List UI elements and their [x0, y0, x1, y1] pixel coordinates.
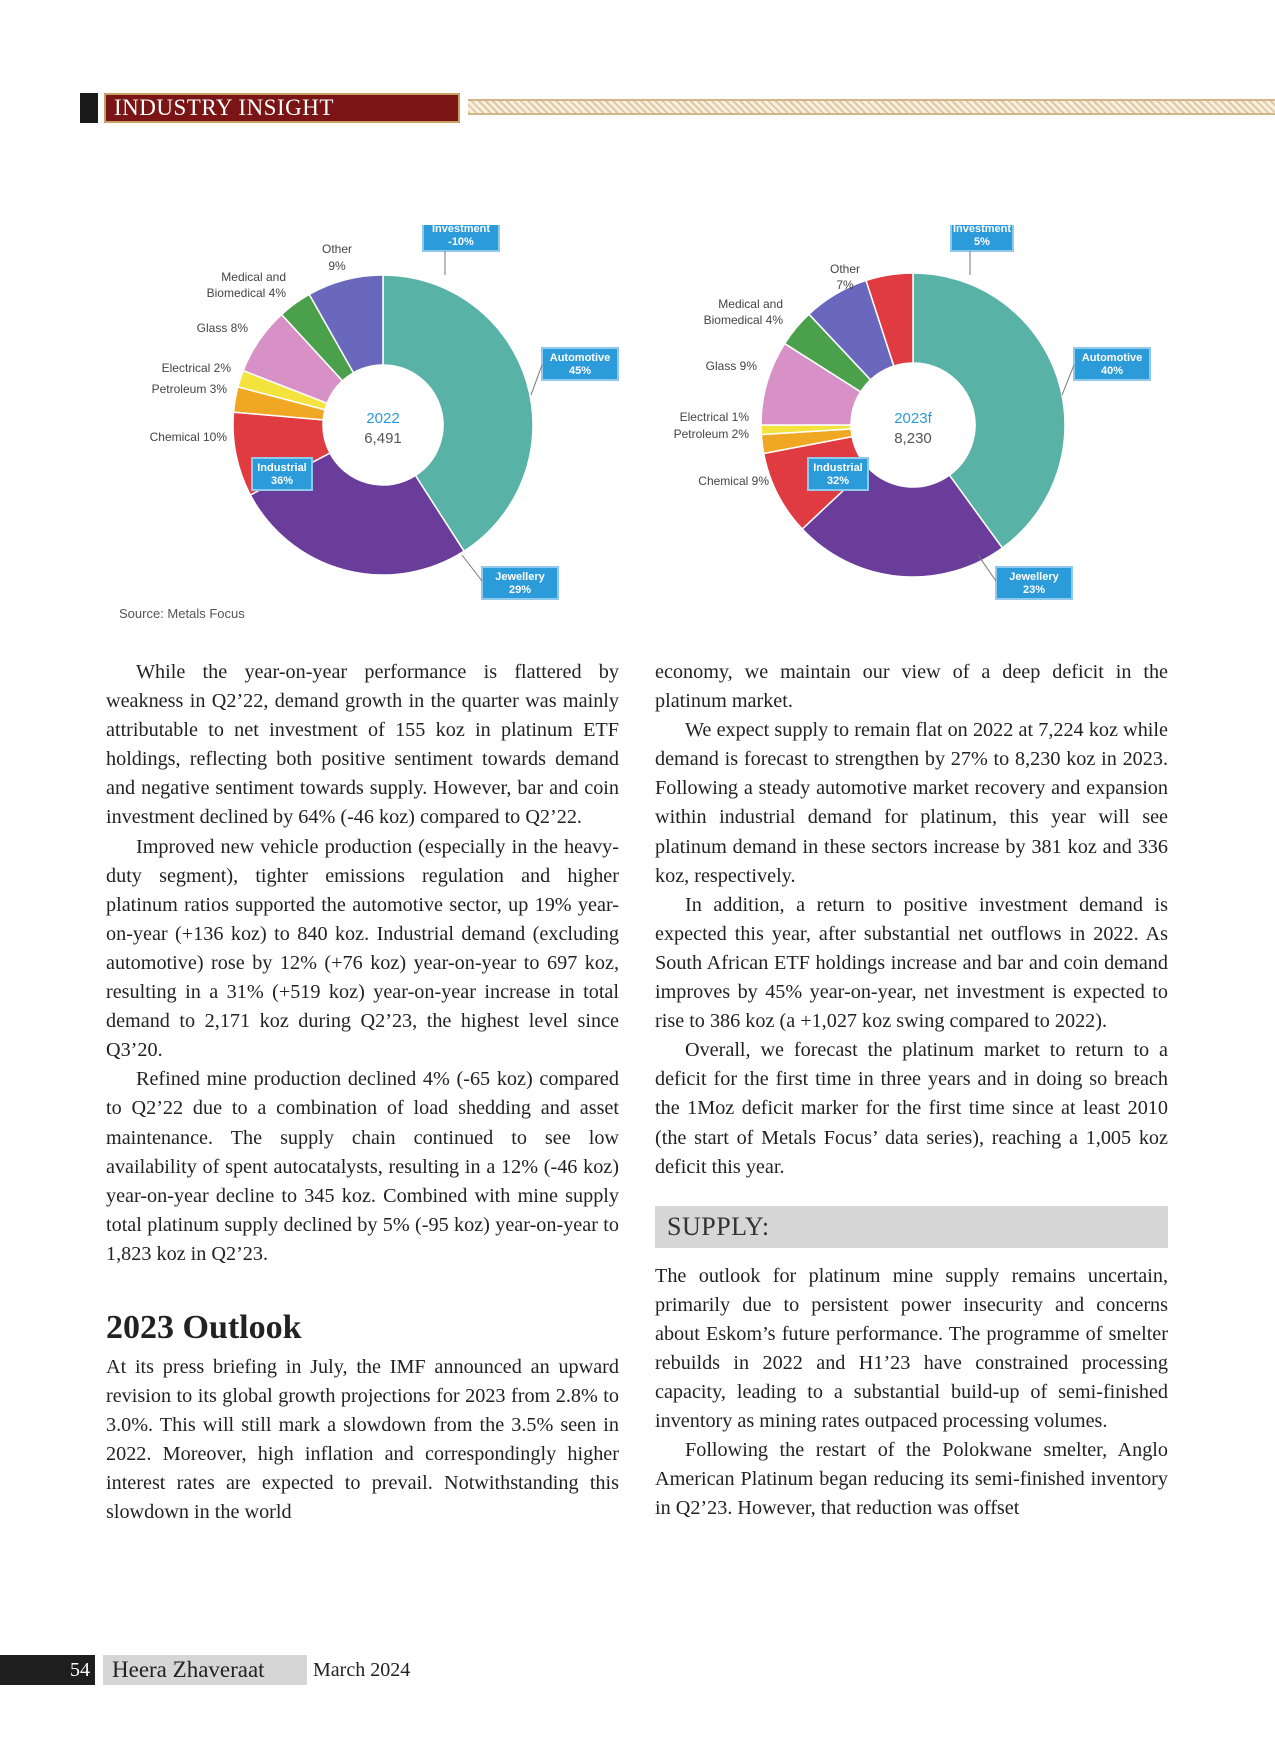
left-column	[106, 658, 619, 1528]
issue-date: March 2024	[313, 1659, 411, 1681]
center-total: 8,230	[894, 430, 932, 447]
center-year: 2023f	[894, 410, 932, 427]
page-footer	[0, 1655, 600, 1685]
medical-label: Medical and	[718, 297, 783, 311]
magazine-name: Heera Zhaveraat	[103, 1655, 307, 1685]
outlook-heading: 2023 Outlook	[106, 1308, 302, 1346]
leader-line	[531, 365, 542, 395]
automotive-value: 45%	[568, 365, 592, 377]
right-column	[655, 658, 1168, 1524]
section-header	[80, 93, 1275, 123]
automotive-label: Automotive	[549, 352, 611, 364]
investment-value: 5%	[974, 236, 990, 248]
paragraph: At its press briefing in July, the IMF announced an upward revision to its global growth projections for 2023 from 2.8% to 3.0%. This will still mark a slowdown from the 3.5% seen in 2022. Moreover, high inflation and correspondingly higher interest rates are expected to prevail. Notwithstanding this slowdown in the world	[106, 1355, 619, 1524]
electrical-label: Electrical 2%	[161, 361, 231, 375]
paragraph: Following the restart of the Polokwane smelter, Anglo American Platinum began reducing its semi-finished inventory in Q2’23. However, that reduction was offset	[655, 1439, 1168, 1520]
page-number: 54	[0, 1655, 95, 1685]
petroleum-label: Petroleum 3%	[151, 382, 227, 396]
leader-line	[1062, 365, 1074, 395]
medical-label: Medical and	[221, 270, 286, 284]
industrial-label: Industrial	[813, 462, 863, 474]
automotive-label: Automotive	[1081, 352, 1143, 364]
leader-line	[978, 555, 996, 581]
chart-source: Source: Metals Focus	[119, 606, 245, 621]
investment-value: -10%	[448, 236, 474, 248]
paragraph: Refined mine production declined 4% (-65 koz) compared to Q2’22 due to a combination of load shedding and asset maintenance. The supply chain continued to see low availability of spent autocatalysts, resulting in a 12% (-46 koz) year-on-year decline to 345 koz. Combined with mine supply total platinum supply declined by 5% (-95 koz) year-on-year to 1,823 koz in Q2’23.	[106, 1068, 619, 1265]
center-total: 6,491	[364, 430, 402, 447]
header-rule	[468, 99, 1275, 115]
leader-line	[462, 555, 482, 581]
other-value: 9%	[328, 259, 346, 273]
paragraph: economy, we maintain our view of a deep deficit in the platinum market.	[655, 661, 1168, 713]
electrical-label: Electrical 1%	[679, 410, 749, 424]
medical-value: Biomedical 4%	[703, 313, 783, 327]
industrial-value: 32%	[826, 475, 850, 487]
supply-heading: SUPPLY:	[655, 1206, 1168, 1248]
other-label: Other	[829, 262, 861, 276]
paragraph: Overall, we forecast the platinum market to return to a deficit for the first time in three years and in doing so breach the 1Moz deficit marker for the first time since at least 2010 (the start of Metals Focus’ data series), reaching a 1,005 koz deficit this year.	[655, 1039, 1168, 1178]
center-year: 2022	[366, 410, 400, 427]
chemical-label: Chemical 9%	[698, 474, 769, 488]
glass-label: Glass 8%	[196, 321, 248, 335]
automotive-value: 40%	[1100, 365, 1124, 377]
other-value: 7%	[836, 278, 854, 292]
jewellery-value: 29%	[508, 584, 532, 596]
charts-area	[100, 225, 1180, 625]
paragraph: Improved new vehicle production (especially in the heavy-duty segment), tighter emissions regulation and higher platinum ratios supported the automotive sector, up 19% year-on-year (+136 koz) to 840 koz. Industrial demand (excluding automotive) rose by 12% (+76 koz) year-on-year to 697 koz, resulting in a 31% (+519 koz) year-on-year increase in total demand to 2,171 koz during Q2’23, the highest level since Q3’20.	[106, 835, 619, 1062]
header-block	[80, 93, 98, 123]
jewellery-label: Jewellery	[1009, 571, 1059, 583]
petroleum-label: Petroleum 2%	[673, 427, 749, 441]
section-title: INDUSTRY INSIGHT	[104, 93, 460, 123]
paragraph: The outlook for platinum mine supply remains uncertain, primarily due to persistent power insecurity and concerns about Eskom’s future performance. The programme of smelter rebuilds in 2022 and H1’23 have constrained processing capacity, leading to a substantial build-up of semi-finished inventory as mining rates outpaced processing volumes.	[655, 1264, 1168, 1433]
jewellery-value: 23%	[1022, 584, 1046, 596]
paragraph: In addition, a return to positive investment demand is expected this year, after substantial net outflows in 2022. As South African ETF holdings increase and bar and coin demand improves by 45% year-on-year, net investment is expected to rise to 386 koz (a +1,027 koz swing compared to 2022).	[655, 893, 1168, 1033]
chemical-label: Chemical 10%	[149, 430, 227, 444]
paragraph: While the year-on-year performance is flattered by weakness in Q2’22, demand growth in the quarter was mainly attributable to net investment of 155 koz in platinum ETF holdings, reflecting both positive sentiment towards demand and negative sentiment towards supply. However, bar and coin investment declined by 64% (-46 koz) compared to Q2’22.	[106, 661, 619, 829]
paragraph: We expect supply to remain flat on 2022 at 7,224 koz while demand is forecast to strengthen by 27% to 8,230 koz in 2023. Following a steady automotive market recovery and expansion within industrial demand for platinum, this year will see platinum demand in these sectors increase by 381 koz and 336 koz, respectively.	[655, 719, 1168, 887]
investment-label: Investment	[431, 225, 491, 235]
investment-label: Investment	[952, 225, 1012, 235]
other-label: Other	[321, 242, 353, 256]
glass-label: Glass 9%	[705, 359, 757, 373]
industrial-label: Industrial	[257, 462, 307, 474]
medical-value: Biomedical 4%	[206, 286, 286, 300]
donut-charts	[100, 225, 1180, 625]
jewellery-label: Jewellery	[495, 571, 545, 583]
industrial-value: 36%	[270, 475, 294, 487]
